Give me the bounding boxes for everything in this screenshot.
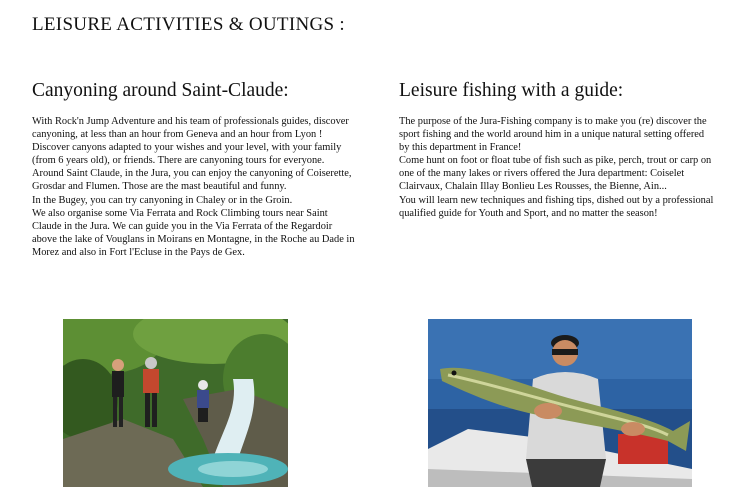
canyoning-paragraph-3: In the Bugey, you can try canyoning in Chaley or in the Groin. [32,194,293,206]
page-title: LEISURE ACTIVITIES & OUTINGS : [32,14,345,35]
fishing-paragraph-2: Come hunt on foot or float tube of fish such as pike, perch, trout or carp on one of the many lakes or rivers offered the Jura department: Coiselet Clairvaux, Chalain Illay Bonlieu Les Rousses, the Bienne, Ain... [399,155,712,193]
fishing-paragraph-3: You will learn new techniques and fishing tips, dished out by a professional qualified guide for Youth and Sport, and no matter the season! [399,194,714,219]
canyoning-paragraph-2: Around Saint Claude, in the Jura, you can enjoy the canyoning of Coiserette, Grosdar and Flumen. Those are the mast beautiful and funny. [32,168,352,193]
fishing-section [399,80,714,220]
fishing-title: Leisure fishing with a guide: [399,80,624,101]
canyoning-photo [63,319,288,487]
canyoning-section [32,80,357,259]
canyoning-paragraph-1: With Rock'n Jump Adventure and his team of professionals guides, discover canyoning, at less than an hour from Geneva and an hour from Lyon ! Discover canyons adapted to your wishes and your level, with your family (from 6 years old), or friends. There are canyoning tours for everyone. [32,116,349,167]
canyoning-title: Canyoning around Saint-Claude: [32,80,289,101]
canyoning-paragraph-4: We also organise some Via Ferrata and Rock Climbing tours near Saint Claude in the Jura. We can guide you in the Via Ferrata of the Regardoir above the lake of Vouglans in Moirans en Montagne, in the Roche au Dade in Morez and also in Fort l'Ecluse in the Pays de Gex. [32,207,355,258]
fishing-photo [428,319,692,487]
fishing-paragraph-1: The purpose of the Jura-Fishing company is to make you (re) discover the sport fishing and the world around him in a unique natural setting offered by this department in France! [399,116,707,154]
